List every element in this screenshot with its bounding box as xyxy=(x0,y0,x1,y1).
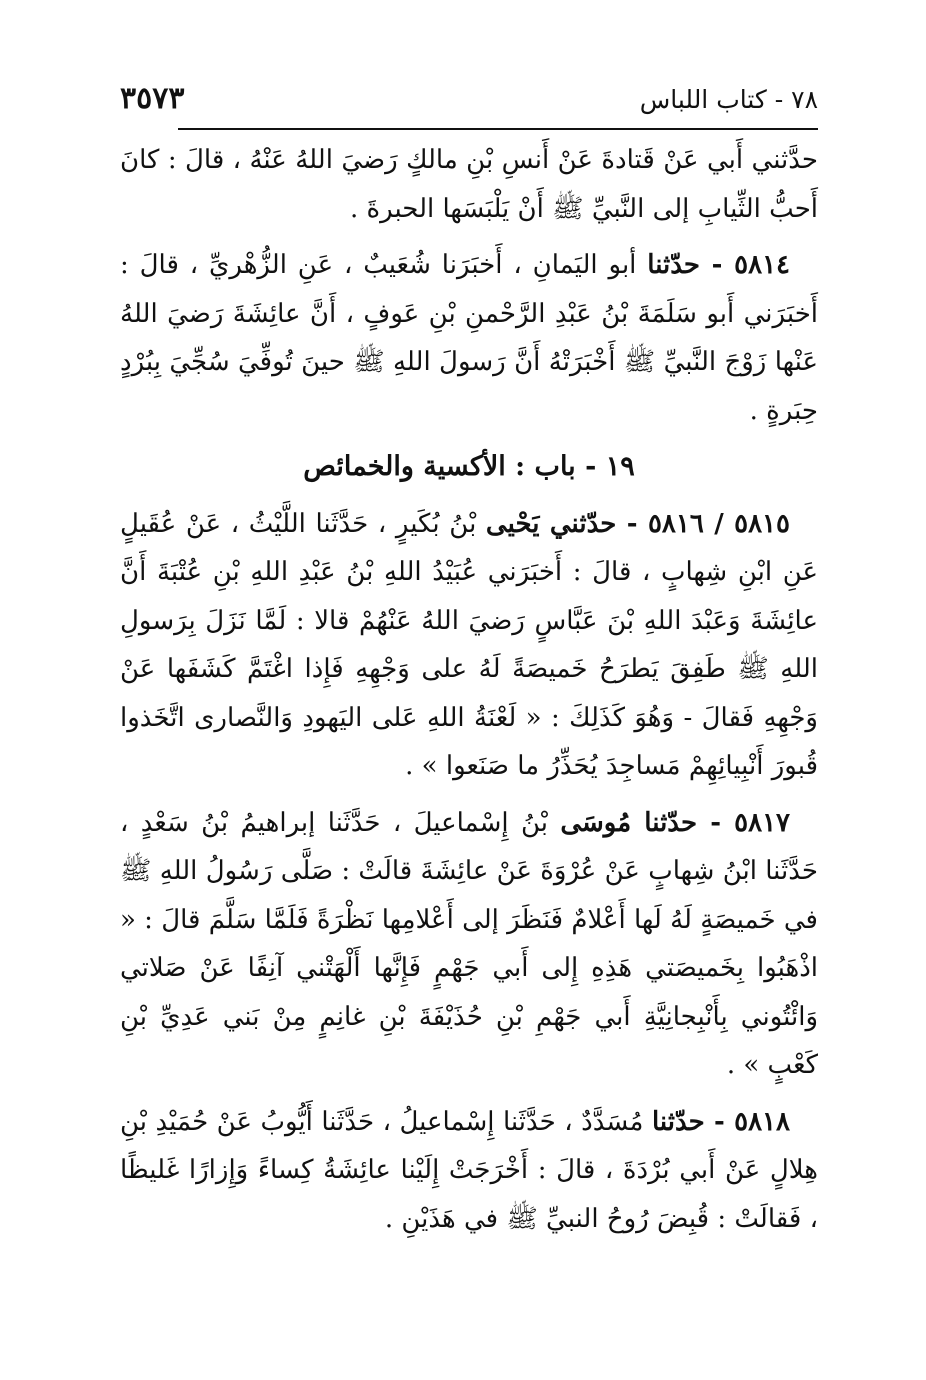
hadith-text: بْنُ بُكَيرٍ ، حَدَّثَنا اللَّيْثُ ، عَنْ عُقَيلٍ عَنِ ابْنِ شِهابٍ ، قالَ : أَخبَرَني عُبَيْدُ اللهِ بْنُ عَبْدِ اللهِ بْنِ عُتْبَةَ أَنَّ عائِشَةَ وَعَبْدَ اللهِ بْنَ عَبَّاسٍ رَضيَ اللهُ عَنْهُمْ قالا : لَمَّا نَزَلَ بِرَسولِ اللهِ ﷺ طَفِقَ يَطرَحُ خَميصَةً لَهُ على وَجْهِهِ فَإِذا اغْتَمَّ كَشَفَها عَنْ وَجْهِهِ فَقالَ - وَهُوَ كَذَلِكَ : « لَعْنَةُ اللهِ عَلى اليَهودِ وَالنَّصارى اتَّخَذوا قُبورَ أَنْبِيائِهِمْ مَساجِدَ يُحَذِّرُ ما صَنَعوا » . xyxy=(120,508,818,781)
page-number: ٣٥٧٣ xyxy=(120,81,185,116)
hadith-text: أبو اليَمانِ ، أَخبَرَنا شُعَيبٌ ، عَنِ الزُّهْريِّ ، قالَ : أَخبَرَني أَبو سَلَمَةَ بْنُ عَبْدِ الرَّحْمنِ بْنِ عَوفٍ ، أَنَّ عائِشَةَ رَضيَ اللهُ عَنْها زَوْجَ النَّبيِّ ﷺ أَخْبَرَتْهُ أَنَّ رَسولَ اللهِ ﷺ حينَ تُوفِّيَ سُجِّيَ بِبُرْدٍ حِبَرةٍ . xyxy=(120,250,818,426)
page-header xyxy=(120,78,818,124)
hadith-text: مُسَدَّدٌ ، حَدَّثَنا إِسْماعيلُ ، حَدَّثَنا أَيُّوبُ عَنْ حُمَيْدِ بْنِ هِلالٍ عَنْ أَبي بُرْدَةَ ، قالَ : أَخْرَجَتْ إِلَيْنا عائِشَةُ كِساءً وَإِزارًا غَليظًا ، فَقالَتْ : قُبِضَ رُوحُ النبيِّ ﷺ في هَذَيْنِ . xyxy=(120,1106,818,1234)
continuation-text: حدَّثني أَبي عَنْ قَتادةَ عَنْ أَنسِ بْنِ مالكٍ رَضيَ اللهُ عَنْهُ ، قالَ : كانَ أَحبُّ الثِّيابِ إلى النَّبيِّ ﷺ أَنْ يَلْبَسَها الحبرةَ . xyxy=(120,145,818,224)
chapter-heading: ١٩ - باب : الأكسية والخمائص xyxy=(303,451,635,482)
hadith-lead: حدّثني يَحْيى xyxy=(485,508,617,539)
hadith-dash: - xyxy=(697,807,735,838)
hadith-lead: حدّثنا مُوسَى xyxy=(560,807,698,838)
hadith-text: بْنُ إِسْماعيلَ ، حَدَّثَنا إبراهيمُ بْنُ سَعْدٍ ، حَدَّثَنا ابْنُ شِهابٍ عَنْ عُرْوَةَ عَنْ عائِشَةَ قالَتْ : صَلَّى رَسُولُ اللهِ ﷺ في خَميصَةٍ لَهُ لَها أَعْلامٌ فَنَظَرَ إلى أَعْلامِها نَظْرَةً فَلَمَّا سَلَّمَ قالَ : « اذْهَبُوا بِخَميصَتي هَذِهِ إِلى أَبي جَهْمٍ فَإِنَّها أَلْهَتْني آنِفًا عَنْ صَلاتي وَائْتُوني بِأَنْبِجانِيَّةِ أَبي جَهْمِ بْنِ حُذَيْفَةَ بْنِ غانِمٍ مِنْ بَني عَدِيِّ بْنِ كَعْبٍ » . xyxy=(120,807,818,1080)
hadith-5818 xyxy=(120,1098,818,1244)
hadith-number: ٥٨١٧ xyxy=(734,807,790,838)
page-body xyxy=(120,136,818,1243)
hadith-number: ٥٨١٥ / ٥٨١٦ xyxy=(647,508,790,539)
hadith-lead: حدّثنا xyxy=(647,250,701,280)
running-head: ٧٨ - كتاب اللباس xyxy=(639,85,818,114)
header-rule xyxy=(178,128,818,130)
hadith-5815-5816 xyxy=(120,500,818,791)
hadith-dash: - xyxy=(700,250,735,280)
hadith-5817 xyxy=(120,799,818,1090)
hadith-lead: حدّثنا xyxy=(652,1106,705,1137)
hadith-number: ٥٨١٨ xyxy=(734,1106,790,1137)
continuation-paragraph xyxy=(120,136,818,233)
hadith-dash: - xyxy=(704,1106,735,1137)
hadith-number: ٥٨١٤ xyxy=(734,250,790,280)
hadith-dash: - xyxy=(616,508,648,539)
hadith-5814 xyxy=(120,241,818,435)
